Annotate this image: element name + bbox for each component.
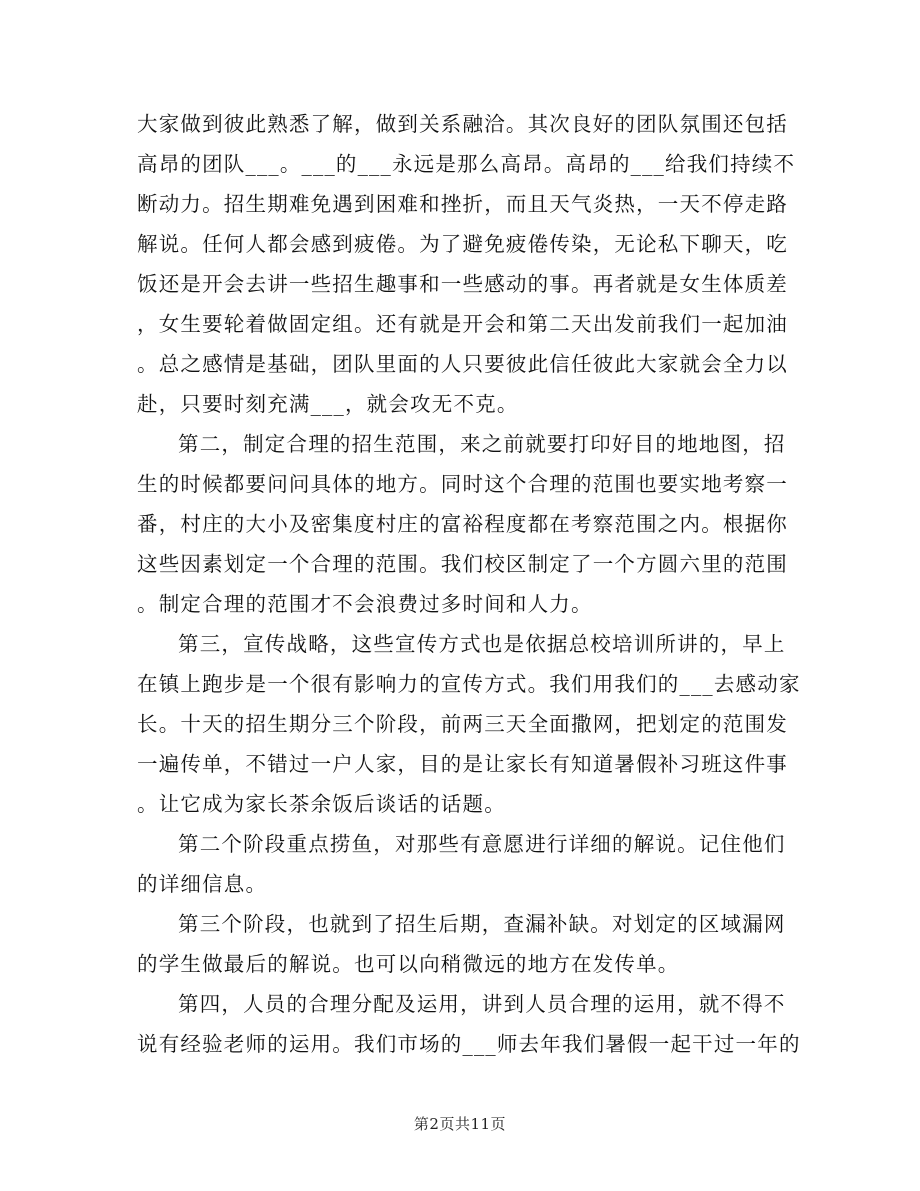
- text-line: 饭还是开会去讲一些招生趣事和一些感动的事。再者就是女生体质差: [137, 272, 788, 296]
- text-line: 。总之感情是基础，团队里面的人只要彼此信任彼此大家就会全力以: [137, 352, 788, 376]
- text-line: 生的时候都要问问具体的地方。同时这个合理的范围也要实地考察一: [137, 472, 788, 496]
- document-body: [137, 104, 801, 1064]
- text-line: 。让它成为家长茶余饭后谈话的话题。: [137, 792, 506, 816]
- text-line: 断动力。招生期难免遇到困难和挫折，而且天气炎热，一天不停走路: [137, 192, 788, 216]
- text-line: 一遍传单，不错过一户人家，目的是让家长有知道暑假补习班这件事: [137, 752, 788, 776]
- text-line: 这些因素划定一个合理的范围。我们校区制定了一个方圆六里的范围: [137, 552, 788, 576]
- text-line: 的详细信息。: [137, 872, 268, 896]
- text-line: 大家做到彼此熟悉了解，做到关系融洽。其次良好的团队氛围还包括: [137, 112, 788, 136]
- paragraph-start-line: 第二，制定合理的招生范围，来之前就要打印好目的地地图，招: [178, 432, 786, 456]
- text-line: 解说。任何人都会感到疲倦。为了避免疲倦传染，无论私下聊天，吃: [137, 232, 788, 256]
- text-line: 在镇上跑步是一个很有影响力的宣传方式。我们用我们的___去感动家: [137, 672, 801, 696]
- text-line: 高昂的团队___。___的___永远是那么高昂。高昂的___给我们持续不: [137, 152, 796, 176]
- paragraph-start-line: 第三个阶段，也就到了招生后期，查漏补缺。对划定的区域漏网: [178, 912, 786, 936]
- page-footer: 第2页共11页: [413, 1115, 507, 1133]
- paragraph-start-line: 第二个阶段重点捞鱼，对那些有意愿进行详细的解说。记住他们: [178, 832, 786, 856]
- text-line: 。制定合理的范围才不会浪费过多时间和人力。: [137, 592, 593, 616]
- text-line: 赴，只要时刻充满___，就会攻无不克。: [137, 392, 519, 416]
- paragraph-start-line: 第三，宣传战略，这些宣传方式也是依据总校培训所讲的，早上: [178, 632, 786, 656]
- text-line: ，女生要轮着做固定组。还有就是开会和第二天出发前我们一起加油: [137, 312, 788, 336]
- text-line: 说有经验老师的运用。我们市场的___师去年我们暑假一起干过一年的: [137, 1032, 801, 1056]
- text-line: 番，村庄的大小及密集度村庄的富裕程度都在考察范围之内。根据你: [137, 512, 788, 536]
- text-line: 的学生做最后的解说。也可以向稍微远的地方在发传单。: [137, 952, 680, 976]
- paragraph-start-line: 第四，人员的合理分配及运用，讲到人员合理的运用，就不得不: [178, 992, 786, 1016]
- text-line: 长。十天的招生期分三个阶段，前两三天全面撒网，把划定的范围发: [137, 712, 788, 736]
